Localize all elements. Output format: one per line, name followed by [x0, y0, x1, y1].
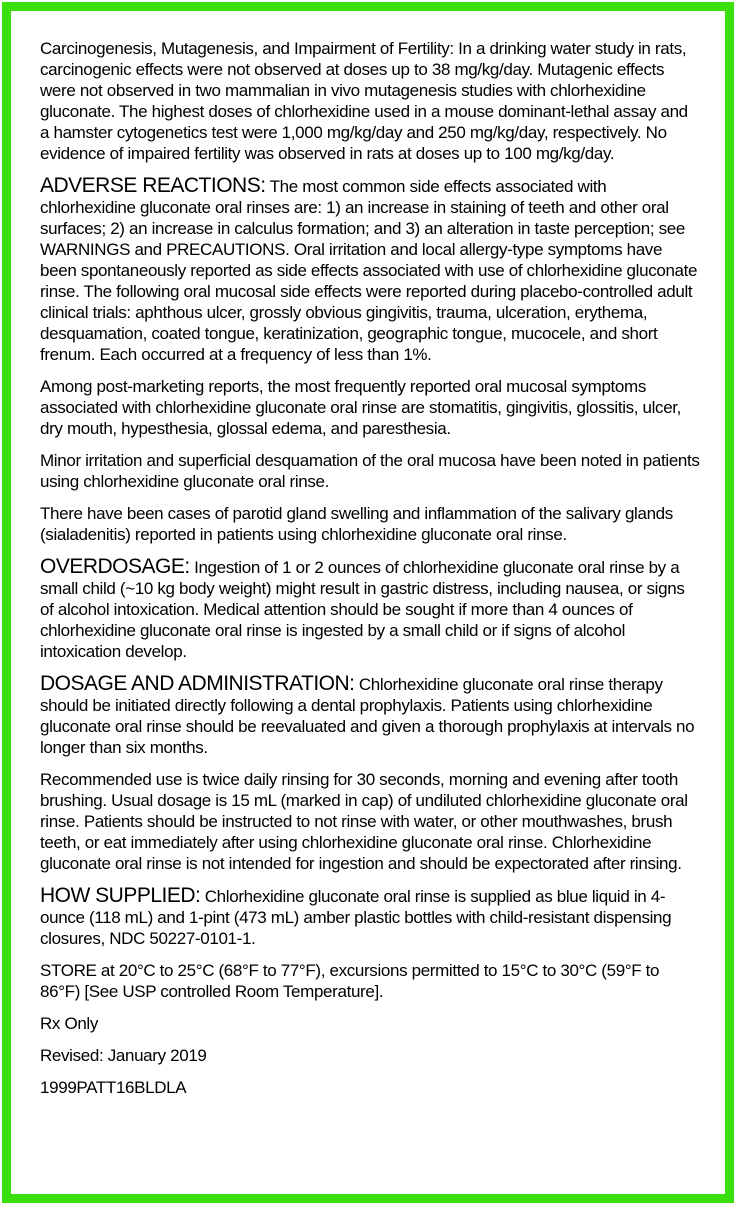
overdosage-section — [40, 556, 701, 662]
fertility-paragraph-lead: Carcinogenesis, Mutagenesis, and Impairment of Fertility: — [40, 39, 454, 58]
revised-date-body: Revised: January 2019 — [40, 1046, 207, 1065]
adverse-reactions-heading: ADVERSE REACTIONS: — [40, 174, 266, 197]
dosage-administration-body: Chlorhexidine gluconate oral rinse therapy should be initiated directly following a dental prophylaxis. Patients using chlorhexidine gluconate oral rinse should be reevaluated and given a thorough prophylaxis at intervals no longer than six months. — [40, 675, 695, 757]
rx-only-text — [40, 1013, 701, 1034]
overdosage-heading: OVERDOSAGE: — [40, 555, 190, 578]
recommended-use-paragraph — [40, 769, 701, 874]
minor-irritation-paragraph — [40, 450, 701, 492]
storage-paragraph — [40, 960, 701, 1002]
overdosage-body: Ingestion of 1 or 2 ounces of chlorhexidine gluconate oral rinse by a small child (~10 kg body weight) might result in gastric distress, including nausea, or signs of alcohol intoxication. Medical attention should be sought if more than 4 ounces of chlorhexidine gluconate oral rinse is ingested by a small child or if signs of alcohol intoxication develop. — [40, 558, 685, 661]
dosage-administration-heading: DOSAGE AND ADMINISTRATION: — [40, 672, 355, 695]
parotid-gland-paragraph — [40, 503, 701, 545]
fertility-paragraph-body: In a drinking water study in rats, carcinogenic effects were not observed at doses up to 38 mg/kg/day. Mutagenic effects were not observed in two mammalian in vivo mutagenesis studies with chlorhexidine gluconate. The highest doses of chlorhexidine used in a mouse dominant-lethal assay and a hamster cytogenetics test were 1,000 mg/kg/day and 250 mg/kg/day, respectively. No evidence of impaired fertility was observed in rats at doses up to 100 mg/kg/day. — [40, 39, 688, 163]
adverse-reactions-body: The most common side effects associated with chlorhexidine gluconate oral rinses are: 1) an increase in staining of teeth and other oral surfaces; 2) an increase in calculus formation; and 3) an alteration in taste perception; see WARNINGS and PRECAUTIONS. Oral irritation and local allergy-type symptoms have been spontaneously reported as side effects associated with use of chlorhexidine gluconate rinse. The following oral mucosal side effects were reported during placebo-controlled adult clinical trials: aphthous ulcer, grossly obvious gingivitis, trauma, ulceration, erythema, desquamation, coated tongue, keratinization, geographic tongue, mucocele, and short frenum. Each occurred at a frequency of less than 1%. — [40, 177, 698, 364]
fertility-paragraph — [40, 38, 701, 164]
storage-body: STORE at 20°C to 25°C (68°F to 77°F), excursions permitted to 15°C to 30°C (59°F to 86°F) [See USP controlled Room Temperature]. — [40, 961, 660, 1001]
revised-date-text — [40, 1045, 701, 1066]
label-text-content — [11, 11, 725, 1098]
dosage-administration-section — [40, 673, 701, 758]
green-border-frame — [2, 2, 734, 1203]
rx-only-body: Rx Only — [40, 1014, 99, 1033]
how-supplied-section — [40, 885, 701, 949]
label-code-text — [40, 1077, 701, 1098]
how-supplied-heading: HOW SUPPLIED: — [40, 884, 201, 907]
how-supplied-body: Chlorhexidine gluconate oral rinse is supplied as blue liquid in 4-ounce (118 mL) and 1-pint (473 mL) amber plastic bottles with child-resistant dispensing closures, NDC 50227-0101-1. — [40, 887, 672, 948]
recommended-use-body: Recommended use is twice daily rinsing for 30 seconds, morning and evening after tooth brushing. Usual dosage is 15 mL (marked in cap) of undiluted chlorhexidine gluconate oral rinse. Patients should be instructed to not rinse with water, or other mouthwashes, brush teeth, or eat immediately after using chlorhexidine gluconate oral rinse. Chlorhexidine gluconate oral rinse is not intended for ingestion and should be expectorated after rinsing. — [40, 770, 688, 873]
parotid-gland-body: There have been cases of parotid gland swelling and inflammation of the salivary glands (sialadenitis) reported in patients using chlorhexidine gluconate oral rinse. — [40, 504, 673, 544]
label-code-body: 1999PATT16BLDLA — [40, 1078, 187, 1097]
post-marketing-body: Among post-marketing reports, the most frequently reported oral mucosal symptoms associated with chlorhexidine gluconate oral rinse are stomatitis, gingivitis, glossitis, ulcer, dry mouth, hypesthesia, glossal edema, and paresthesia. — [40, 377, 682, 438]
adverse-reactions-section — [40, 175, 701, 365]
minor-irritation-body: Minor irritation and superficial desquamation of the oral mucosa have been noted in patients using chlorhexidine gluconate oral rinse. — [40, 451, 700, 491]
post-marketing-paragraph — [40, 376, 701, 439]
